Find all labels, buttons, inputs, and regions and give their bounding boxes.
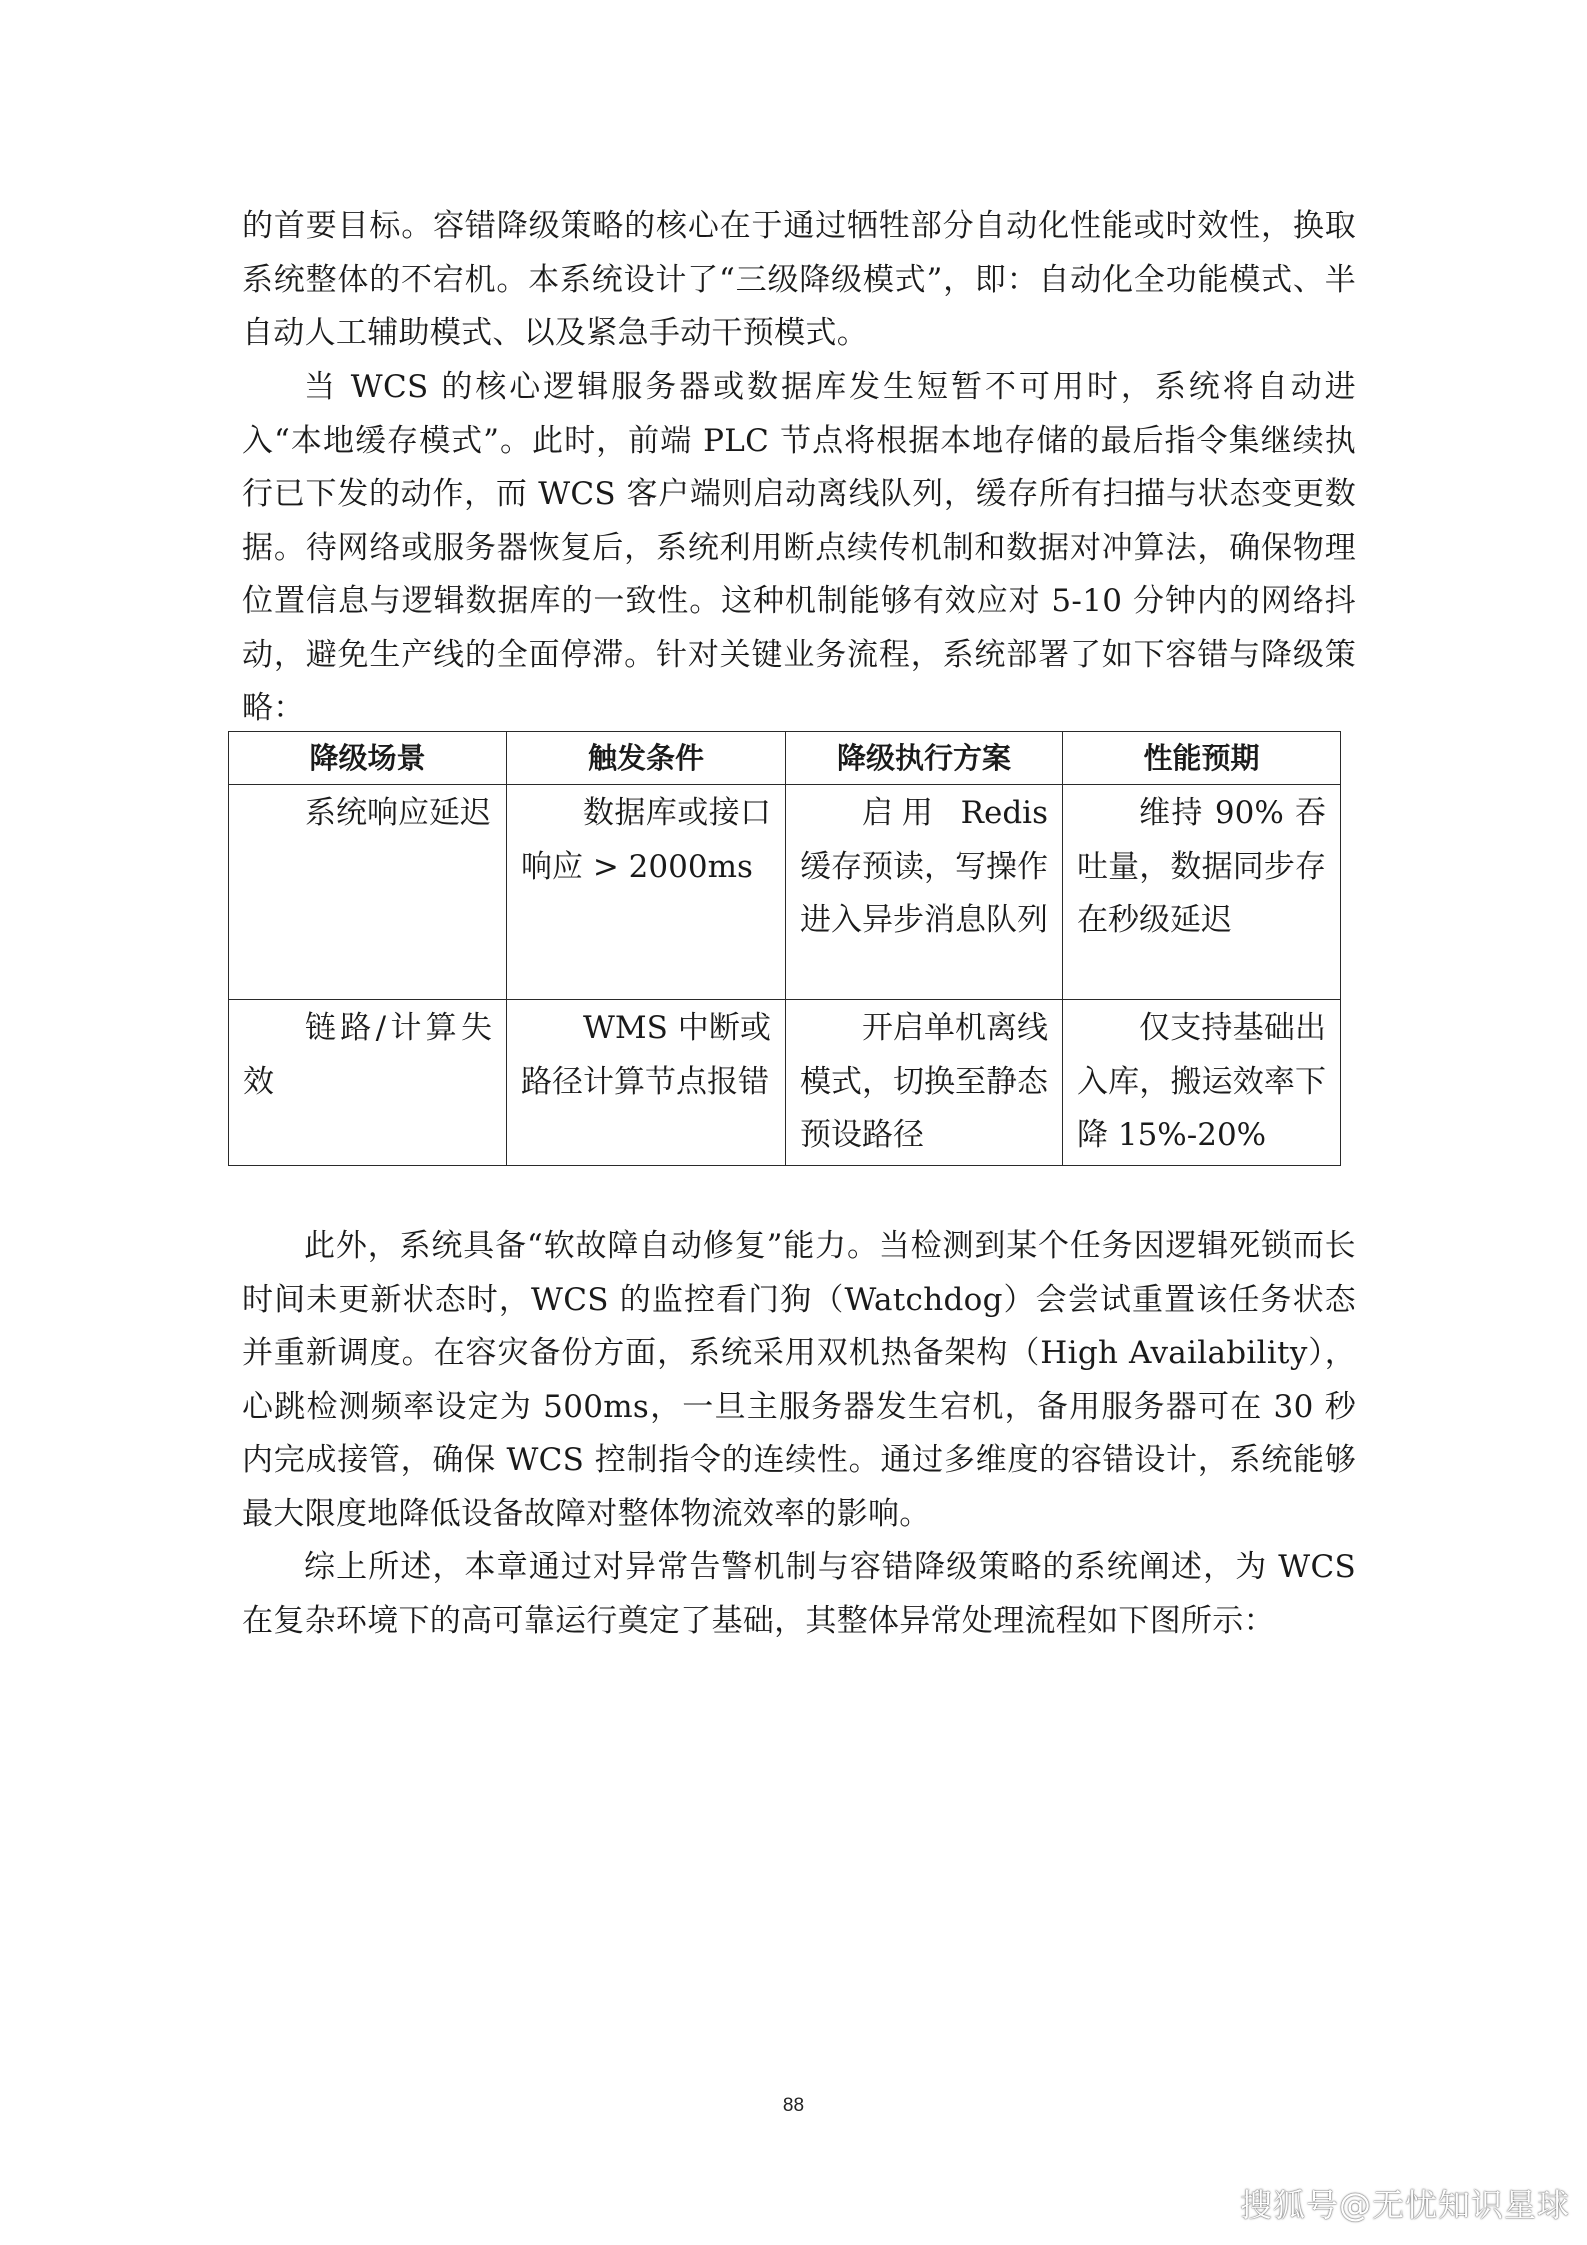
- paragraph-4: 综上所述，本章通过对异常告警机制与容错降级策略的系统阐述，为 WCS 在复杂环境下的高可靠运行奠定了基础，其整体异常处理流程如下图所示：: [242, 1549, 1356, 1639]
- table-cell: 启用 Redis 缓存预读，写操作进入异步消息队列: [786, 785, 1063, 1000]
- table-cell: 维持 90% 吞吐量，数据同步存在秒级延迟: [1063, 785, 1341, 1000]
- table-cell: 数据库或接口响应 > 2000ms: [507, 785, 786, 1000]
- paragraph-2: 当 WCS 的核心逻辑服务器或数据库发生短暂不可用时，系统将自动进入“本地缓存模式”。此时，前端 PLC 节点将根据本地存储的最后指令集继续执行已下发的动作，而 WCS 客户端则启动离线队列，缓存所有扫描与状态变更数据。待网络或服务器恢复后，系统利用断点续传机制和数据对冲算法，确保物理位置信息与逻辑数据库的一致性。这种机制能够有效应对 5-10 分钟内的网络抖动，避免生产线的全面停滞。针对关键业务流程，系统部署了如下容错与降级策略：: [242, 369, 1356, 726]
- table-cell: 链路/计算失效: [229, 1000, 507, 1166]
- header-plan: 降级执行方案: [786, 732, 1063, 785]
- source-watermark: 搜狐号@无忧知识星球: [1240, 2186, 1571, 2224]
- degradation-strategy-table: [228, 731, 1341, 1166]
- paragraph-1: 的首要目标。容错降级策略的核心在于通过牺牲部分自动化性能或时效性，换取系统整体的不宕机。本系统设计了“三级降级模式”，即：自动化全功能模式、半自动人工辅助模式、以及紧急手动干预模式。: [242, 208, 1356, 351]
- table-cell: 仅支持基础出入库，搬运效率下降 15%-20%: [1063, 1000, 1341, 1166]
- header-performance: 性能预期: [1063, 732, 1341, 785]
- header-trigger: 触发条件: [507, 732, 786, 785]
- table-row: [229, 1000, 1341, 1166]
- paragraph-3: 此外，系统具备“软故障自动修复”能力。当检测到某个任务因逻辑死锁而长时间未更新状态时，WCS 的监控看门狗（Watchdog）会尝试重置该任务状态并重新调度。在容灾备份方面，系统采用双机热备架构（High Availability），心跳检测频率设定为 500ms，一旦主服务器发生宕机，备用服务器可在 30 秒内完成接管，确保 WCS 控制指令的连续性。通过多维度的容错设计，系统能够最大限度地降低设备故障对整体物流效率的影响。: [242, 1228, 1356, 1532]
- table-header-row: [229, 732, 1341, 785]
- table-row: [229, 785, 1341, 1000]
- header-scenario: 降级场景: [229, 732, 507, 785]
- table-cell: WMS 中断或路径计算节点报错: [507, 1000, 786, 1166]
- page-number: 88: [782, 2095, 805, 2116]
- table-cell: 开启单机离线模式，切换至静态预设路径: [786, 1000, 1063, 1166]
- table-cell: 系统响应延迟: [229, 785, 507, 1000]
